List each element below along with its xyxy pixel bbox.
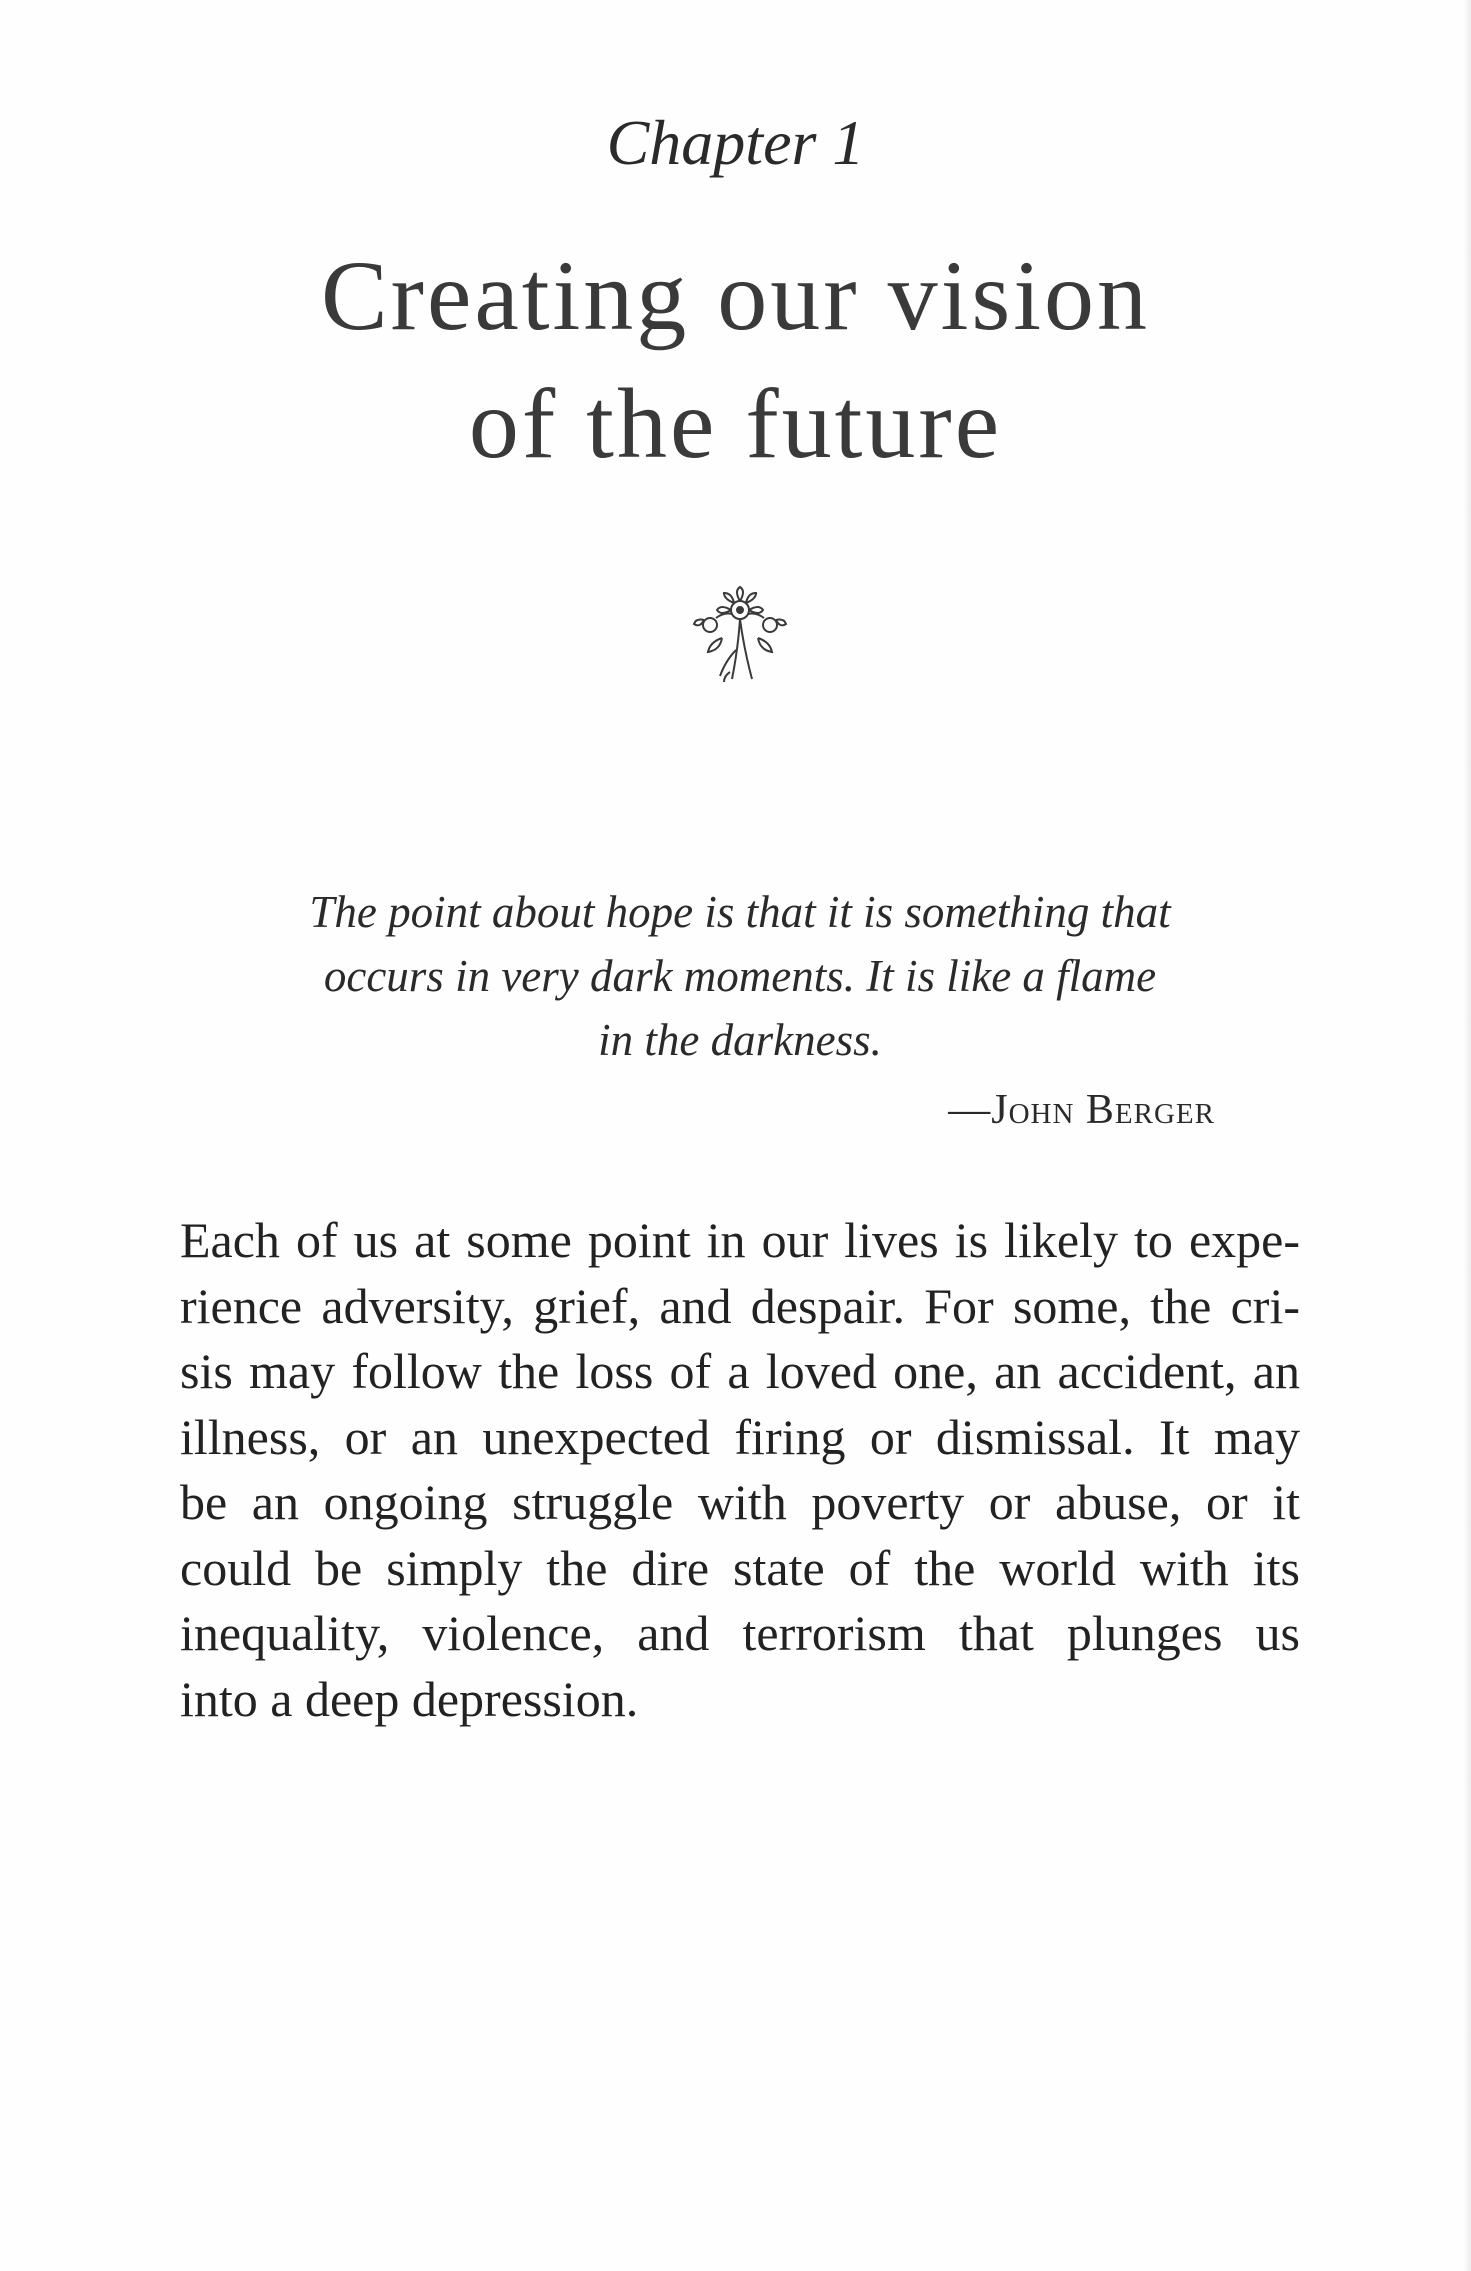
body-line: illness, or an unexpected firing or dismissal. It may xyxy=(180,1408,1300,1465)
body-paragraph xyxy=(180,1208,1300,1732)
body-line: be an ongoing struggle with poverty or abuse, or it xyxy=(180,1474,1300,1530)
body-line: sis may follow the loss of a loved one, an accident, an xyxy=(180,1343,1300,1399)
floral-ornament-icon xyxy=(680,580,800,690)
epigraph-line: The point about hope is that it is something that xyxy=(309,887,1171,937)
epigraph-line: occurs in very dark moments. It is like a flame xyxy=(323,951,1157,1001)
body-line: could be simply the dire state of the world with its xyxy=(180,1539,1300,1596)
chapter-title-line: Creating our vision xyxy=(320,240,1151,351)
chapter-title xyxy=(0,232,1471,488)
epigraph-quote xyxy=(240,880,1240,1072)
epigraph-line: in the darkness. xyxy=(598,1015,882,1065)
body-line: inequality, violence, and terrorism that plunges us xyxy=(180,1605,1300,1661)
epigraph-attribution: —John Berger xyxy=(948,1087,1215,1133)
body-line: rience adversity, grief, and despair. For some, the cri- xyxy=(180,1277,1300,1334)
chapter-label: Chapter 1 xyxy=(606,107,865,178)
body-line: into a deep depression. xyxy=(180,1670,639,1727)
chapter-title-line: of the future xyxy=(468,368,1003,479)
body-line: Each of us at some point in our lives is likely to expe- xyxy=(180,1212,1300,1268)
